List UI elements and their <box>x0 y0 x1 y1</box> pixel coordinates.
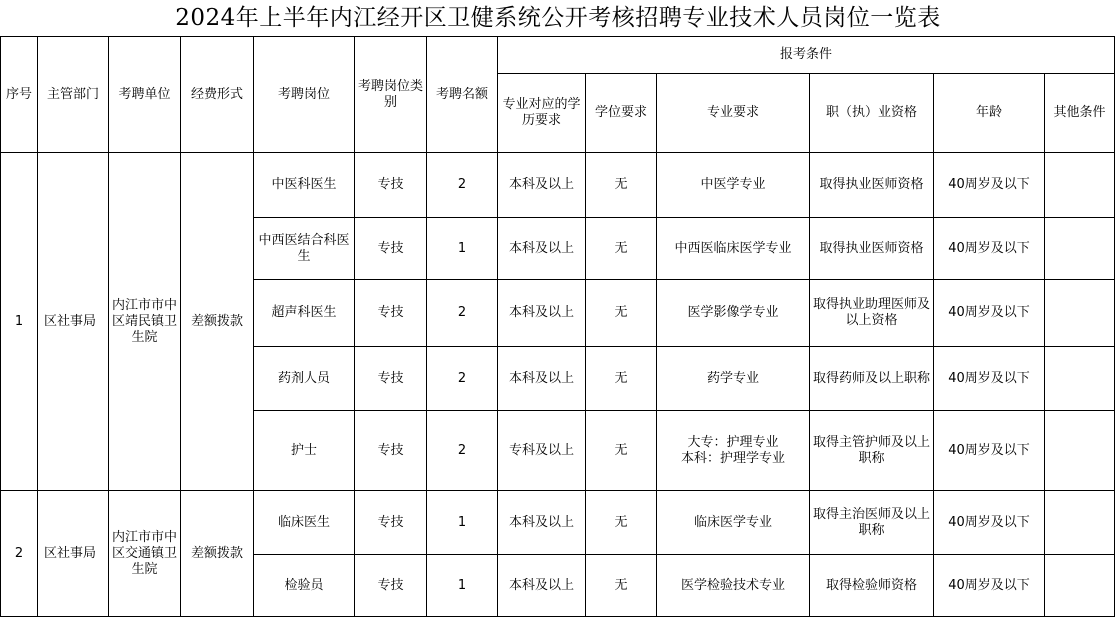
category-cell: 专技 <box>355 411 427 491</box>
age-cell: 40周岁及以下 <box>934 411 1045 491</box>
quota-cell: 1 <box>427 555 498 617</box>
funding-cell: 差额拨款 <box>181 491 254 617</box>
category-cell: 专技 <box>355 280 427 347</box>
position-cell: 中西医结合科医生 <box>254 218 355 280</box>
header-degree: 学位要求 <box>586 74 657 153</box>
quota-cell: 2 <box>427 280 498 347</box>
header-edu: 专业对应的学历要求 <box>498 74 586 153</box>
position-cell: 超声科医生 <box>254 280 355 347</box>
major-line-college: 大专：护理专业 <box>687 434 779 450</box>
unit-cell: 内江市市中区靖民镇卫生院 <box>109 153 181 491</box>
degree-cell: 无 <box>586 491 657 555</box>
edu-cell: 本科及以上 <box>498 280 586 347</box>
edu-cell: 本科及以上 <box>498 555 586 617</box>
age-cell: 40周岁及以下 <box>934 153 1045 218</box>
seq-cell: 2 <box>1 491 38 617</box>
header-other: 其他条件 <box>1045 74 1115 153</box>
edu-cell: 专科及以上 <box>498 411 586 491</box>
position-cell: 检验员 <box>254 555 355 617</box>
positions-table <box>0 36 1115 617</box>
header-quota: 考聘名额 <box>427 37 498 153</box>
age-cell: 40周岁及以下 <box>934 555 1045 617</box>
table-row <box>1 491 1115 555</box>
other-cell <box>1045 555 1115 617</box>
major-cell: 中西医临床医学专业 <box>657 218 810 280</box>
category-cell: 专技 <box>355 555 427 617</box>
quota-cell: 1 <box>427 218 498 280</box>
other-cell <box>1045 411 1115 491</box>
degree-cell: 无 <box>586 555 657 617</box>
edu-cell: 本科及以上 <box>498 347 586 411</box>
other-cell <box>1045 491 1115 555</box>
degree-cell: 无 <box>586 347 657 411</box>
major-cell: 药学专业 <box>657 347 810 411</box>
position-cell: 护士 <box>254 411 355 491</box>
unit-cell: 内江市市中区交通镇卫生院 <box>109 491 181 617</box>
header-category: 考聘岗位类别 <box>355 37 427 153</box>
quota-cell: 1 <box>427 491 498 555</box>
seq-cell: 1 <box>1 153 38 491</box>
qualification-cell: 取得检验师资格 <box>810 555 934 617</box>
quota-cell: 2 <box>427 347 498 411</box>
qualification-cell: 取得主管护师及以上职称 <box>810 411 934 491</box>
age-cell: 40周岁及以下 <box>934 218 1045 280</box>
qualification-cell: 取得主治医师及以上职称 <box>810 491 934 555</box>
table-row <box>1 153 1115 218</box>
header-funding: 经费形式 <box>181 37 254 153</box>
qualification-cell: 取得药师及以上职称 <box>810 347 934 411</box>
header-qualification: 职（执）业资格 <box>810 74 934 153</box>
degree-cell: 无 <box>586 153 657 218</box>
page-title: 2024年上半年内江经开区卫健系统公开考核招聘专业技术人员岗位一览表 <box>175 5 941 31</box>
position-cell: 中医科医生 <box>254 153 355 218</box>
header-dept: 主管部门 <box>38 37 109 153</box>
quota-cell: 2 <box>427 411 498 491</box>
degree-cell: 无 <box>586 218 657 280</box>
major-line-bachelor: 本科：护理学专业 <box>680 450 785 466</box>
header-position: 考聘岗位 <box>254 37 355 153</box>
major-cell <box>657 411 810 491</box>
header-conditions: 报考条件 <box>498 37 1115 74</box>
age-cell: 40周岁及以下 <box>934 491 1045 555</box>
funding-cell: 差额拨款 <box>181 153 254 491</box>
age-cell: 40周岁及以下 <box>934 280 1045 347</box>
category-cell: 专技 <box>355 218 427 280</box>
header-unit: 考聘单位 <box>109 37 181 153</box>
other-cell <box>1045 218 1115 280</box>
edu-cell: 本科及以上 <box>498 153 586 218</box>
age-cell: 40周岁及以下 <box>934 347 1045 411</box>
major-cell: 中医学专业 <box>657 153 810 218</box>
major-cell: 医学影像学专业 <box>657 280 810 347</box>
quota-cell: 2 <box>427 153 498 218</box>
dept-cell: 区社事局 <box>38 491 109 617</box>
major-cell: 临床医学专业 <box>657 491 810 555</box>
other-cell <box>1045 153 1115 218</box>
other-cell <box>1045 347 1115 411</box>
edu-cell: 本科及以上 <box>498 218 586 280</box>
category-cell: 专技 <box>355 491 427 555</box>
qualification-cell: 取得执业医师资格 <box>810 153 934 218</box>
position-cell: 药剂人员 <box>254 347 355 411</box>
header-major: 专业要求 <box>657 74 810 153</box>
category-cell: 专技 <box>355 347 427 411</box>
dept-cell: 区社事局 <box>38 153 109 491</box>
major-cell: 医学检验技术专业 <box>657 555 810 617</box>
qualification-cell: 取得执业医师资格 <box>810 218 934 280</box>
header-seq: 序号 <box>1 37 38 153</box>
position-cell: 临床医生 <box>254 491 355 555</box>
category-cell: 专技 <box>355 153 427 218</box>
qualification-cell: 取得执业助理医师及以上资格 <box>810 280 934 347</box>
other-cell <box>1045 280 1115 347</box>
degree-cell: 无 <box>586 411 657 491</box>
degree-cell: 无 <box>586 280 657 347</box>
header-age: 年龄 <box>934 74 1045 153</box>
edu-cell: 本科及以上 <box>498 491 586 555</box>
